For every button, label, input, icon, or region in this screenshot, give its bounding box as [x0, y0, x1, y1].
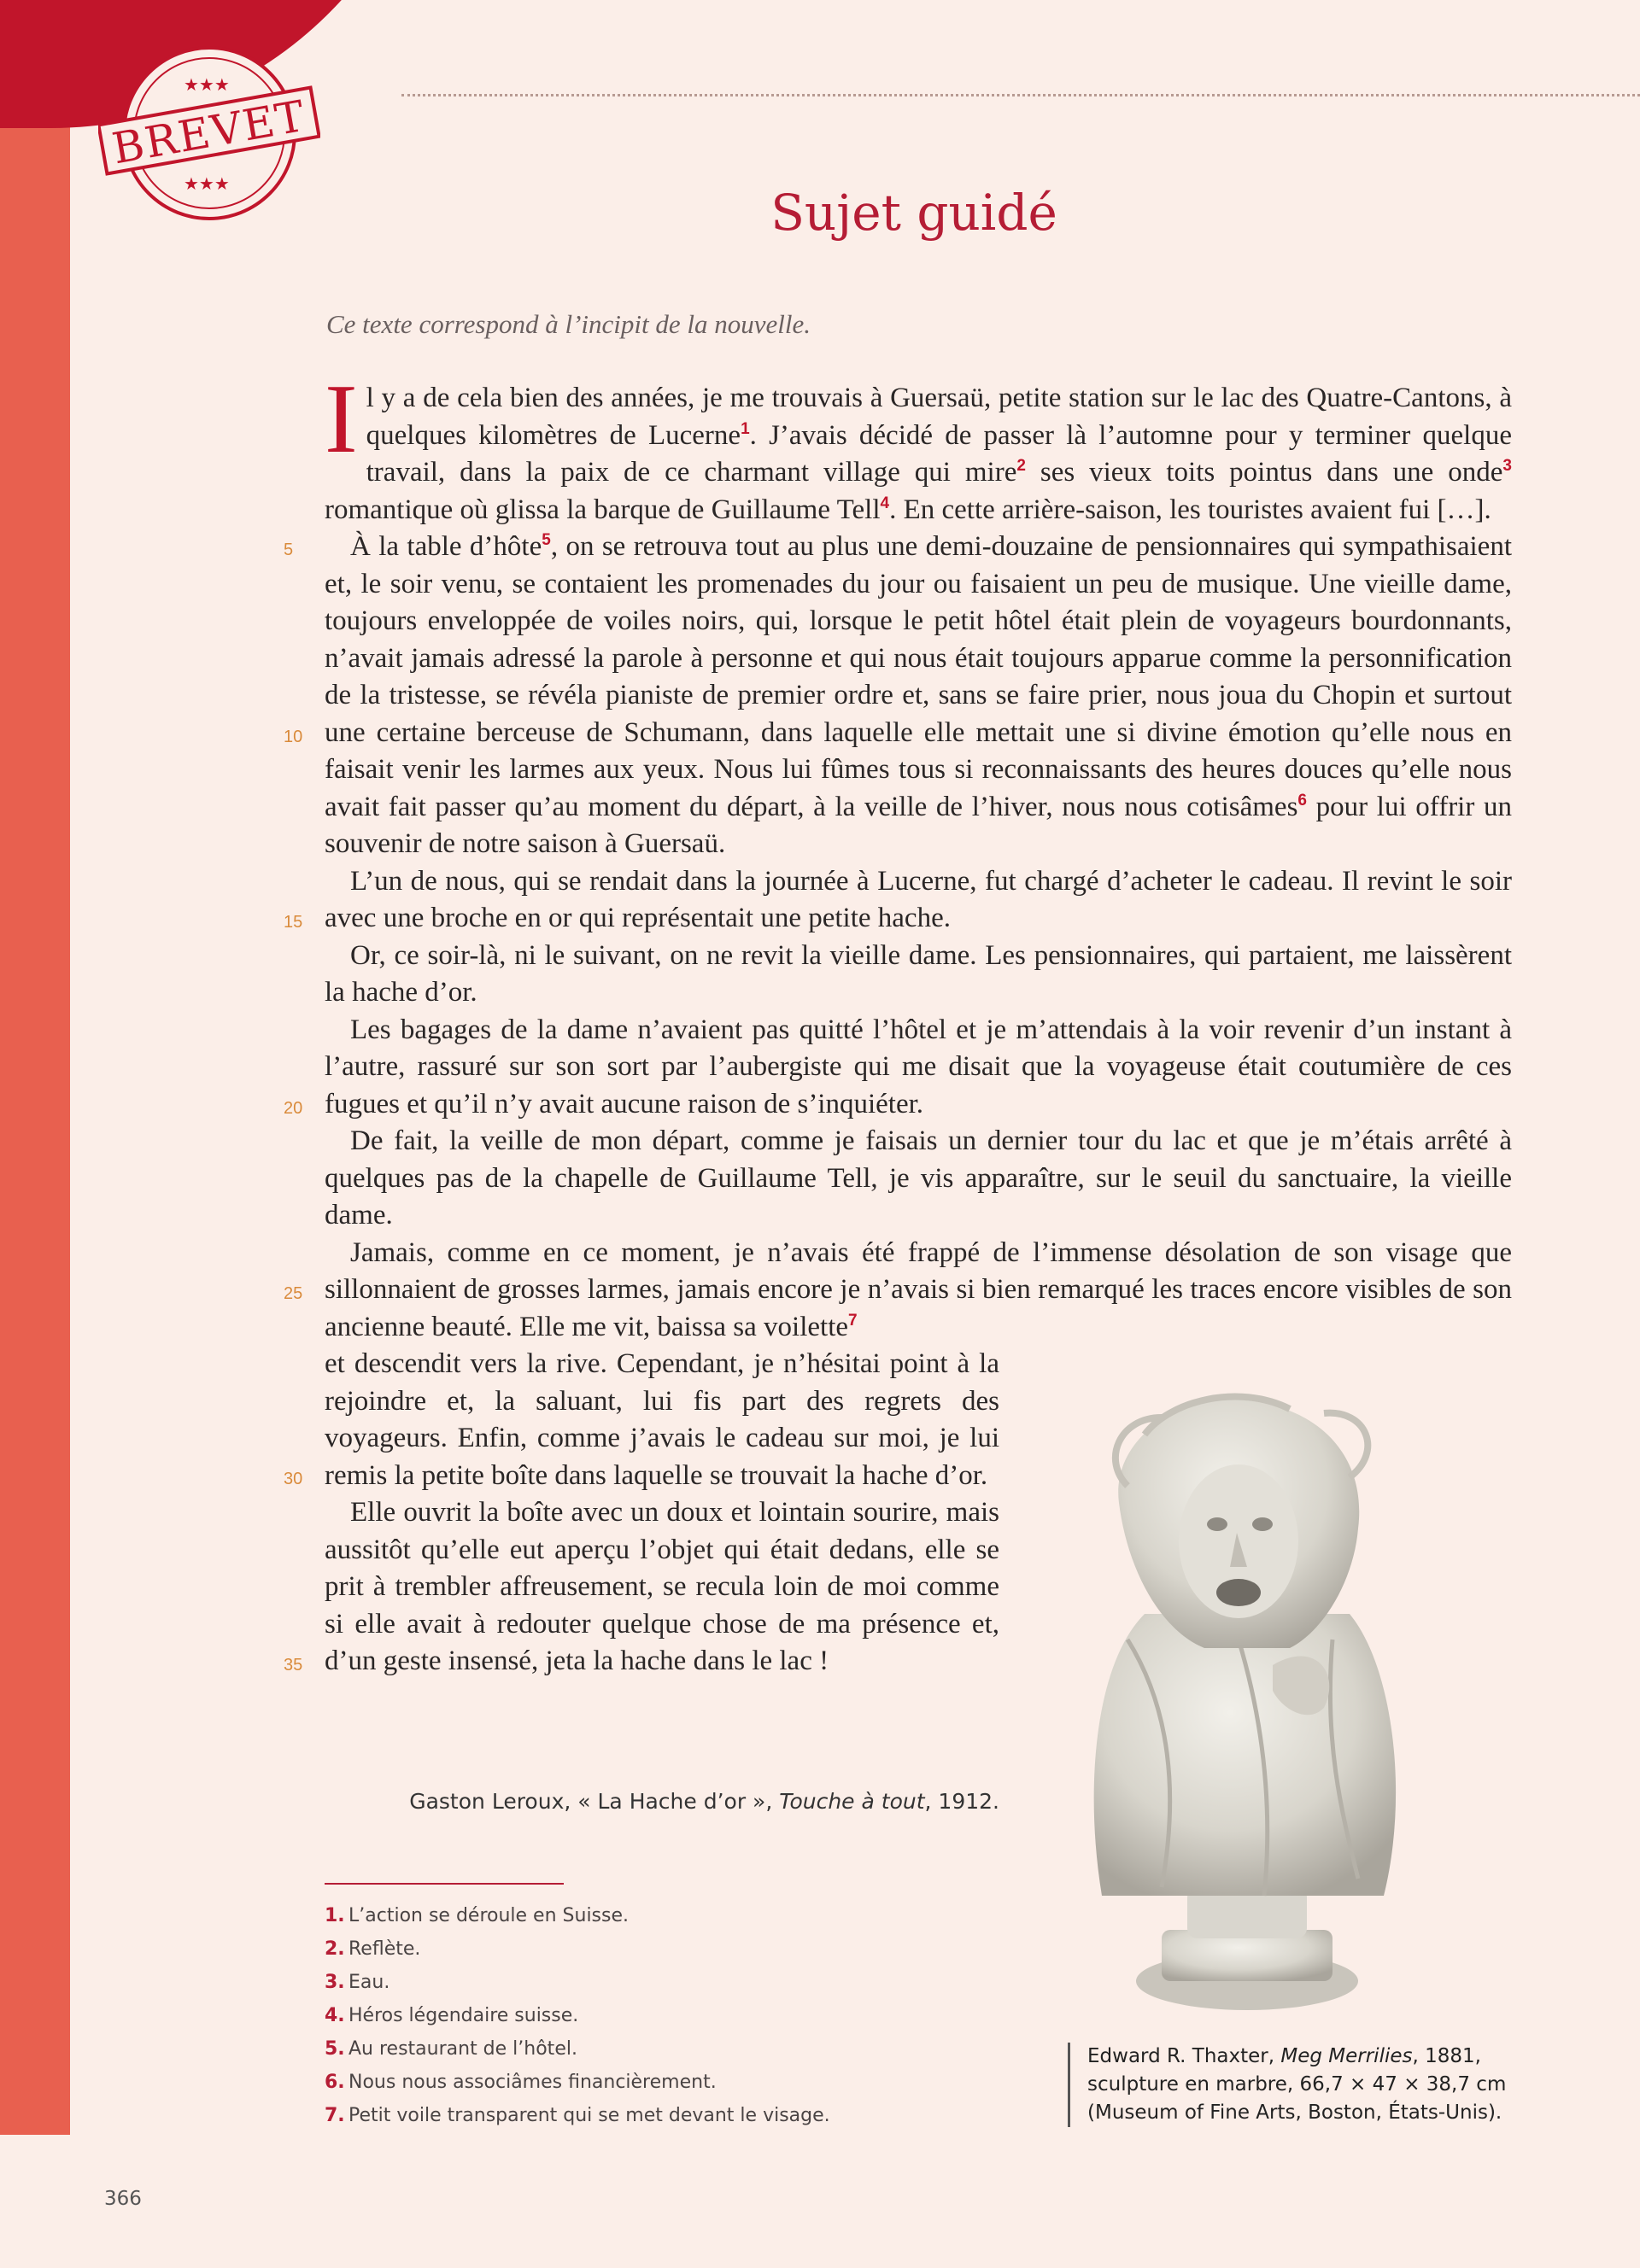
- footnote-item: 7. Petit voile transparent qui se met devant le visage.: [325, 2105, 830, 2126]
- footnote-ref: 4: [880, 494, 890, 512]
- footnote-item: 1. L’action se déroule en Suisse.: [325, 1905, 630, 1926]
- paragraph-7-continued: et descendit vers la rive. Cependant, je n’hésitai point à la rejoindre et, la saluant, lui fis part des regrets des voyageurs. Enfin, comme j’avais le cadeau sur moi, je lui remis la petite boîte dans laquelle se trouvait la hache d’or.: [325, 1348, 999, 1491]
- intro-text: Ce texte correspond à l’incipit de la nouvelle.: [326, 309, 811, 339]
- line-number: 15: [284, 913, 303, 932]
- header-dotted-line: [401, 94, 1640, 96]
- page-title: Sujet guidé: [770, 184, 1057, 242]
- line-number: 35: [284, 1656, 303, 1675]
- drop-cap: I: [325, 365, 358, 474]
- footnote-divider: [325, 1883, 564, 1885]
- page-number: 366: [104, 2188, 142, 2210]
- footnote-item: 4. Héros légendaire suisse.: [325, 2005, 579, 2026]
- paragraph-1: Il y a de cela bien des années, je me trouvais à Guersaü, petite station sur le lac des Quatre-Cantons, à quelques kilomètres de Lucerne$^1$. J’avais décidé de passer là l’automne pour y terminer quelque travail, dans la paix de ce charmant village qui mire$^2$ ses vieux toits pointus dans une onde$^3$ romantique où glissa la barque de Guillaume Tell$^4$. En cette arrière-saison, les touristes avaient fui […].: [325, 365, 1512, 525]
- footnote-ref: 1: [741, 419, 750, 438]
- paragraph-5: Les bagages de la dame n’avaient pas quitté l’hôtel et je m’attendais à la voir revenir d’un instant à l’autre, rassuré sur son sort par l’aubergiste qui me disait que la voyageuse était coutumière de ces fugues et qu’il n’y avait aucune raison de s’inquiéter.: [325, 1014, 1512, 1119]
- footnote-ref: 5: [542, 531, 551, 549]
- line-number: 10: [284, 728, 303, 746]
- footnote-item: 2. Reflète.: [325, 1938, 421, 1960]
- left-side-bar: [0, 0, 70, 2135]
- sculpture-image: [1068, 1383, 1409, 2032]
- brevet-stamp: [98, 32, 320, 229]
- image-caption: Edward R. Thaxter, Meg Merrilies, 1881, sculpture en marbre, 66,7 × 47 × 38,7 cm (Museum of Fine Arts, Boston, États-Unis).: [1068, 2043, 1549, 2127]
- stamp-label: BREVET: [108, 91, 310, 174]
- footnote-item: 5. Au restaurant de l’hôtel.: [325, 2038, 577, 2060]
- line-number: 25: [284, 1284, 303, 1303]
- footnote-ref: 2: [1016, 457, 1026, 475]
- paragraph-3: L’un de nous, qui se rendait dans la journée à Lucerne, fut chargé d’acheter le cadeau. Il revint le soir avec une broche en or qui représentait une petite hache.: [325, 865, 1512, 933]
- paragraph-8: Elle ouvrit la boîte avec un doux et lointain sourire, mais aussitôt qu’elle eut aperçu l’objet qui était dedans, elle se prit à trembler affreusement, se recula loin de moi comme si elle avait à redouter quelque chose de ma présence et, d’un geste insensé, jeta la hache dans le lac !: [325, 1497, 999, 1676]
- line-number: 5: [284, 541, 294, 559]
- footnote-ref: 6: [1297, 791, 1307, 810]
- line-number: 20: [284, 1099, 303, 1118]
- paragraph-7: Jamais, comme en ce moment, je n’avais été frappé de l’immense désolation de son visage que sillonnaient de grosses larmes, jamais encore je n’avais si bien remarqué les traces encore visibles de son ancienne beauté. Elle me vit, baissa sa voilette$^7$: [325, 1236, 1512, 1342]
- paragraph-2: À la table d’hôte$^5$, on se retrouva tout au plus une demi-douzaine de pensionnaires qui sympathisaient et, le soir venu, se contaient les promenades du jour ou faisaient un peu de musique. Une vieille dame, toujours enveloppée de voiles noirs, qui, lorsque le petit hôtel était plein de voyageurs bourdonnants, n’avait jamais adressé la parole à personne et qui nous était toujours apparue comme la personnification de la tristesse, se révéla pianiste de premier ordre et, sans se faire prier, nous joua du Chopin et surtout une certaine berceuse de Schumann, dans laquelle elle mettait une si divine émotion qu’elle nous en faisait venir les larmes aux yeux. Nous lui fûmes tous si reconnaissants des heures douces qu’elle nous avait fait passer qu’au moment du départ, à la veille de l’hiver, nous nous cotisâmes$^6$ pour lui offrir un souvenir de notre saison à Guersaü.: [325, 531, 1513, 859]
- footnotes-list: [325, 1899, 830, 2132]
- line-number: 30: [284, 1470, 303, 1488]
- footnote-ref: 7: [848, 1311, 858, 1330]
- footnote-item: 6. Nous nous associâmes financièrement.: [325, 2072, 717, 2093]
- stamp-stars-top: ★★★: [184, 74, 230, 95]
- source-citation: Gaston Leroux, « La Hache d’or », Touche à tout, 1912.: [409, 1789, 999, 1814]
- stamp-stars-bottom: ★★★: [184, 173, 230, 194]
- footnote-item: 3. Eau.: [325, 1972, 390, 1993]
- paragraph-4: Or, ce soir-là, ni le suivant, on ne revit la vieille dame. Les pensionnaires, qui partaient, me laissèrent la hache d’or.: [325, 939, 1512, 1008]
- footnote-ref: 3: [1502, 457, 1512, 475]
- paragraph-6: De fait, la veille de mon départ, comme je faisais un dernier tour du lac et que je m’étais arrêté à quelques pas de la chapelle de Guillaume Tell, je vis apparaître, sur le seuil du sanctuaire, la vieille dame.: [325, 1125, 1512, 1230]
